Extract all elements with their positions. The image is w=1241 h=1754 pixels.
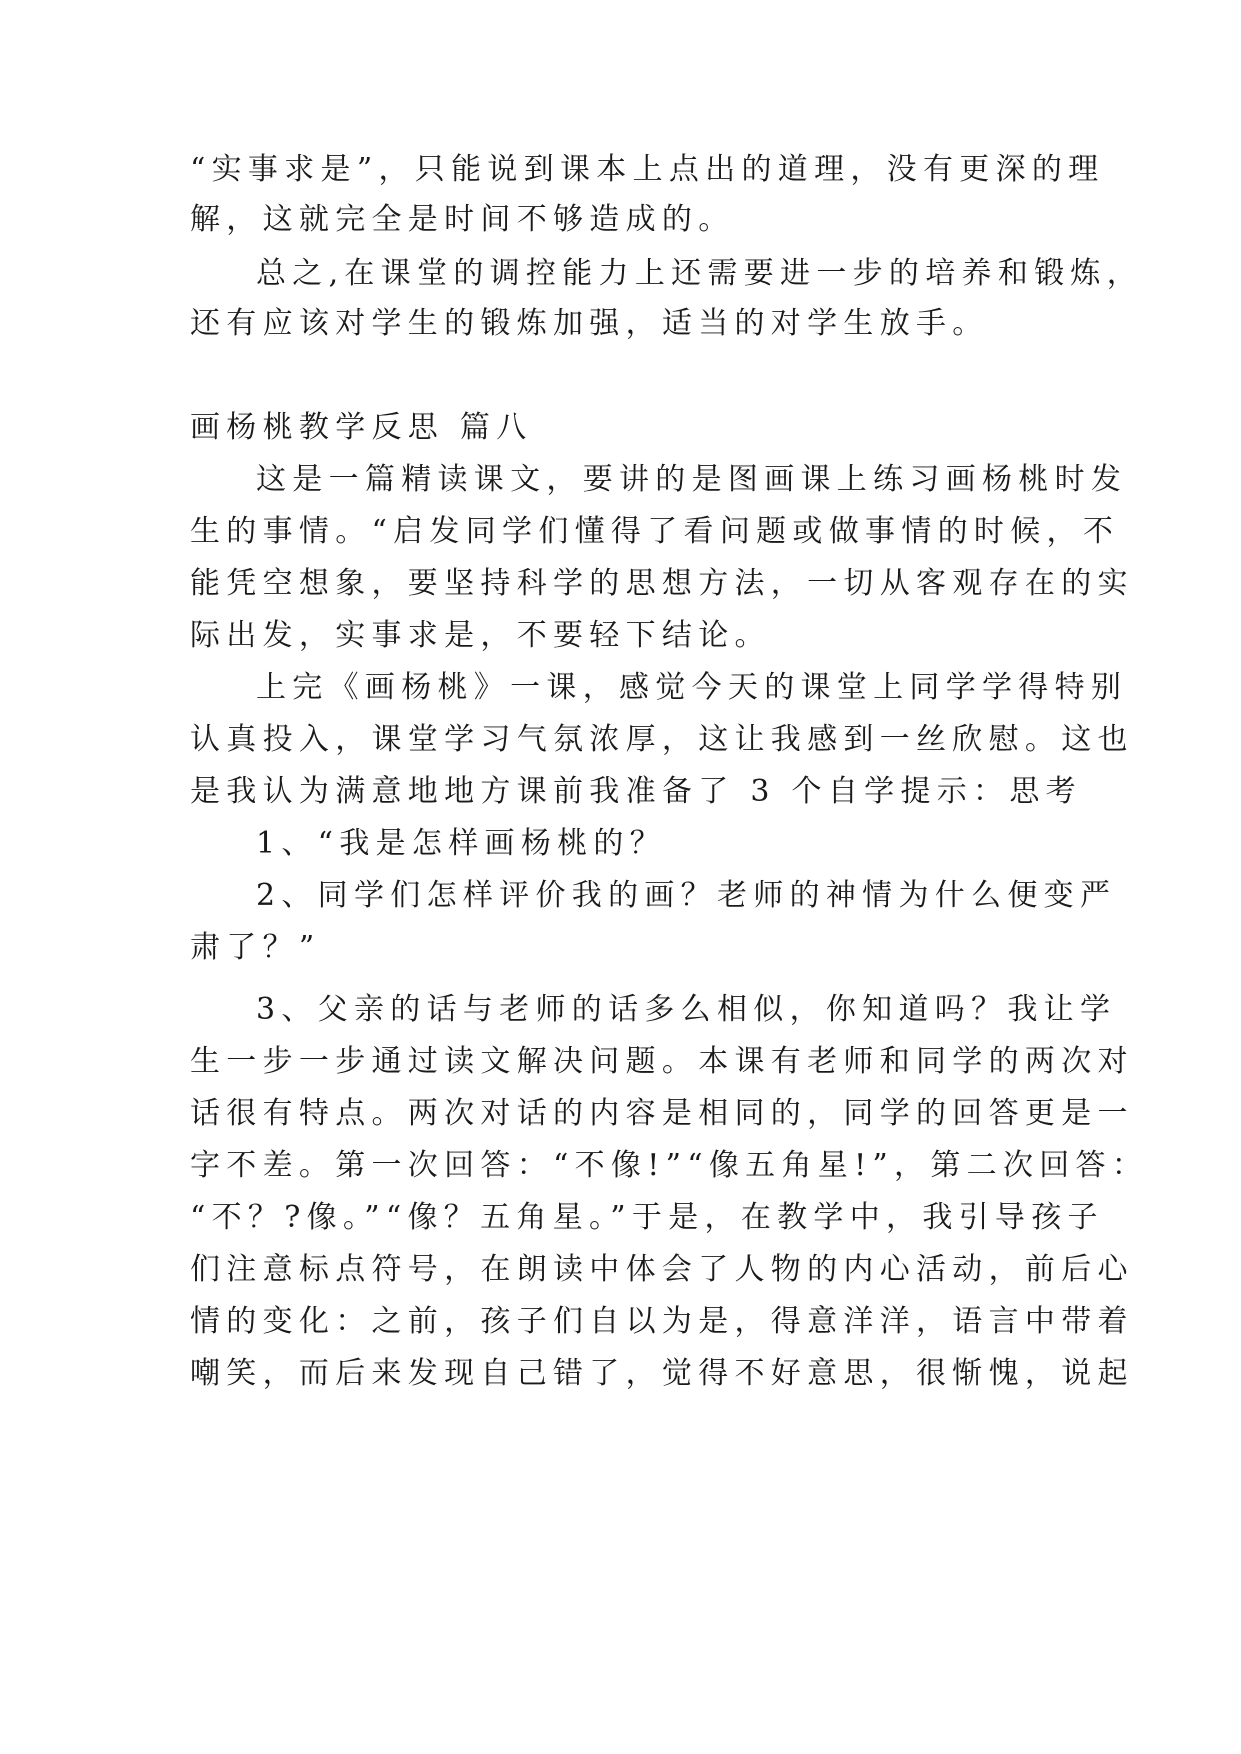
list-item: 1、“我是怎样画杨桃的？: [256, 826, 667, 861]
paragraph-line: 生的事情。“启发同学们懂得了看问题或做事情的时候，不: [190, 514, 1120, 549]
list-item: 3、父亲的话与老师的话多么相似，你知道吗？我让学: [256, 992, 1117, 1027]
paragraph-line: 总之,在课堂的调控能力上还需要进一步的培养和锻炼，: [256, 256, 1144, 291]
paragraph-line: 是我认为满意地地方课前我准备了 3 个自学提示：思考: [190, 774, 1082, 809]
paragraph-line: “实事求是”，只能说到课本上点出的道理，没有更深的理: [190, 152, 1105, 187]
paragraph-line: 还有应该对学生的锻炼加强，适当的对学生放手。: [190, 306, 989, 341]
list-item: 2、同学们怎样评价我的画？老师的神情为什么便变严: [256, 878, 1117, 913]
list-item-line: 情的变化：之前，孩子们自以为是，得意洋洋，语言中带着: [190, 1304, 1134, 1339]
paragraph-line: 际出发，实事求是，不要轻下结论。: [190, 618, 771, 653]
list-item-line: 生一步一步通过读文解决问题。本课有老师和同学的两次对: [190, 1044, 1134, 1079]
list-item-line: 肃了？”: [190, 930, 321, 965]
list-item-line: 字不差。第一次回答：“不像!”“像五角星!”，第二次回答：: [190, 1148, 1149, 1183]
list-item-line: 话很有特点。两次对话的内容是相同的，同学的回答更是一: [190, 1096, 1134, 1131]
paragraph-line: 能凭空想象，要坚持科学的思想方法，一切从客观存在的实: [190, 566, 1134, 601]
paragraph-line: 这是一篇精读课文，要讲的是图画课上练习画杨桃时发: [256, 462, 1128, 497]
paragraph-line: 上完《画杨桃》一课，感觉今天的课堂上同学学得特别: [256, 670, 1128, 705]
paragraph-line: 认真投入，课堂学习气氛浓厚，这让我感到一丝欣慰。这也: [190, 722, 1134, 757]
list-item-line: 嘲笑，而后来发现自己错了，觉得不好意思，很惭愧，说起: [190, 1356, 1134, 1391]
section-heading: 画杨桃教学反思 篇八: [190, 410, 533, 445]
list-item-line: “不？?像。”“像？五角星。”于是，在教学中，我引导孩子: [190, 1200, 1104, 1235]
list-item-line: 们注意标点符号，在朗读中体会了人物的内心活动，前后心: [190, 1252, 1134, 1287]
paragraph-line: 解，这就完全是时间不够造成的。: [190, 202, 735, 237]
